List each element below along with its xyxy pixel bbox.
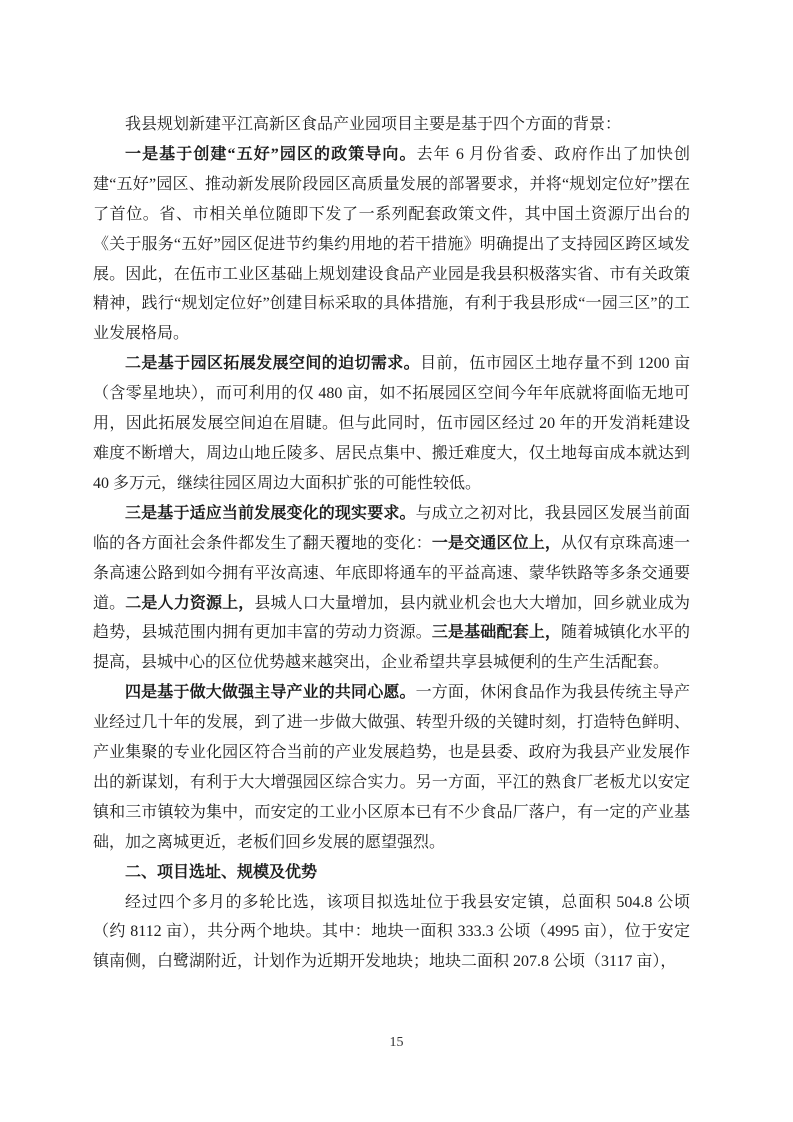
text-run: 与成立之初对比，我县园区发展当前面临的各方面社会条件都发生了翻天覆地的变化： [93,504,690,552]
bold-text-run: 一是交通区位上， [431,534,561,552]
text-run: 去年 6 月份省委、政府作出了加快创建“五好”园区、推动新发展阶段园区高质量发展的部署要求，并将“规划定位好”摆在了首位。省、市相关单位随即下发了一系列配套政策文件，其中国土资源厅出台的《关于服务“五好”园区促进节约集约用地的若干措施》明确提出了支持园区跨区域发展。因此，在伍市工业区基础上规划建设食品产业园是我县积极落实省、市有关政策精神，践行“规划定位好”创建目标采取的具体措施，有利于我县形成“一园三区”的工业发展格局。 [93,145,690,343]
page-number: 15 [389,1035,404,1050]
document-body [93,110,690,977]
bold-text-run: 二是人力资源上， [125,594,255,612]
section-heading [93,858,690,888]
text-run: 经过四个多月的多轮比选，该项目拟选址位于我县安定镇，总面积 504.8 公顷（约 8112 亩），共分两个地块。其中：地块一面积 333.3 公顷（4995 亩），位于安定镇南侧，白鹭湖附近，计划作为近期开发地块；地块二面积 207.8 公顷（3117 亩）， [93,893,690,971]
bold-text-run: 三是基于适应当前发展变化的现实要求。 [125,504,416,522]
bold-text-run: 二是基于园区拓展发展空间的迫切需求。 [125,355,421,373]
text-run: 目前，伍市园区土地存量不到 1200 亩（含零星地块），而可利用的仅 480 亩，如不拓展园区空间今年年底就将面临无地可用，因此拓展发展空间迫在眉睫。但与此同时，伍市园区经过 20 年的开发消耗建设难度不断增大，周边山地丘陵多、居民点集中、搬迁难度大，仅土地每亩成本就达到 40 多万元，继续往园区周边大面积扩张的可能性较低。 [93,355,690,492]
text-run: 随着城镇化水平的提高，县城中心的区位优势越来越突出，企业希望共享县城便利的生产生活配套。 [93,624,690,672]
bold-text-run: 二、项目选址、规模及优势 [125,863,318,881]
paragraph [93,140,690,349]
bold-text-run: 一是基于创建“五好”园区的政策导向。 [125,145,417,163]
bold-text-run: 三是基础配套上， [431,624,561,642]
text-run: 我县规划新建平江高新区食品产业园项目主要是基于四个方面的背景： [125,116,622,133]
paragraph [93,888,690,978]
text-run: 一方面，休闲食品作为我县传统主导产业经过几十年的发展，到了进一步做大做强、转型升级的关键时刻，打造特色鲜明、产业集聚的专业化园区符合当前的产业发展趋势，也是县委、政府为我县产业发展作出的新谋划，有利于大大增强园区综合实力。另一方面，平江的熟食厂老板尤以安定镇和三市镇较为集中，而安定的工业小区原本已有不少食品厂落户，有一定的产业基础，加之离城更近，老板们回乡发展的愿望强烈。 [93,684,690,851]
text-run: 县城人口大量增加，县内就业机会也大大增加，回乡就业成为趋势，县城范围内拥有更加丰富的劳动力资源。 [93,594,690,642]
text-run: 从仅有京珠高速一条高速公路到如今拥有平汝高速、年底即将通车的平益高速、蒙华铁路等多条交通要道。 [93,534,690,612]
paragraph [93,110,690,140]
paragraph [93,499,690,678]
bold-text-run: 四是基于做大做强主导产业的共同心愿。 [125,684,416,702]
paragraph [93,678,690,857]
paragraph [93,349,690,499]
